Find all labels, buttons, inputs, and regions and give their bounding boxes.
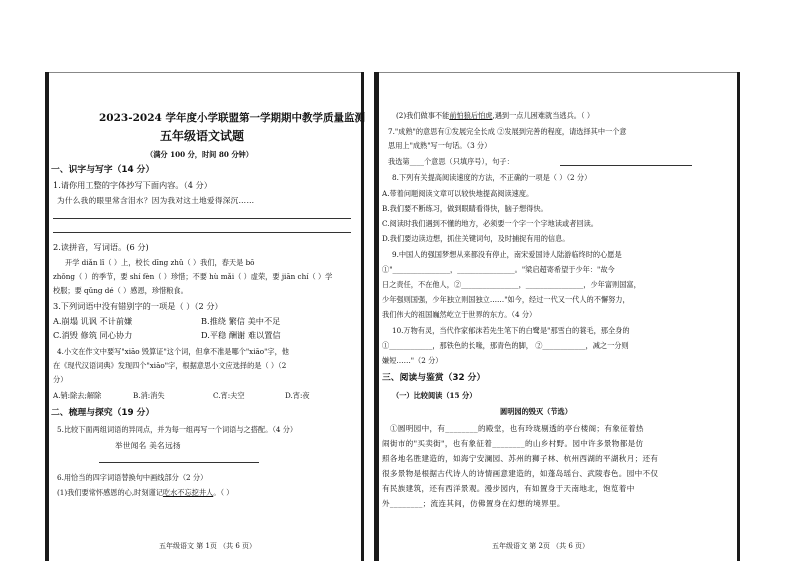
question-9-line-5: 我们伟大的祖国巍然屹立于世界的东方。（4 分）	[382, 310, 537, 319]
passage-line-1: ①圆明园中，有________的殿堂，也有玲珑剔透的亭台楼阁；有象征着热	[390, 424, 644, 433]
question-6-item-2-tail: ,遇到一点儿困难就当逃兵。（ ）	[492, 111, 595, 120]
question-4-option-d: D.宵:夜	[285, 391, 310, 400]
answer-line	[53, 218, 351, 219]
passage-line-5: 有民族建筑，还有西洋景观。漫步园内，有如置身于天南地北，饱览着中	[382, 484, 635, 493]
exam-subtitle: 五年级语文试题	[160, 129, 245, 143]
question-3: 3.下列词语中没有错别字的一项是（ ）（2 分）	[53, 301, 223, 311]
section-1-heading: 一、识字与写字（14 分）	[51, 165, 155, 175]
passage-title: 圆明园的毁灭（节选）	[500, 407, 572, 416]
question-4-option-c: C.宵:夫空	[213, 391, 245, 400]
question-5-words: 举世闻名 美名远扬	[115, 441, 181, 450]
question-2-line-1: 开学 diǎn lǐ（ ）上，校长 dīng zhǔ（ ）我们，春天是 bō	[65, 258, 255, 267]
question-9-line-4: 少年强则国强，少年独立则国独立……"如今，经过一代又一代人的不懈努力，	[382, 295, 630, 304]
question-10-line-1: 10.万物有灵，当代作家郁沫若先生笔下的白鹭是"那雪白的蓑毛，那全身的	[392, 326, 630, 335]
question-8-option-b: B.我们要不断练习，做到眼睛看得快，脑子想得快。	[382, 204, 548, 213]
question-8-option-c: C.阅读时我们遇到不懂的地方，必须要一个字一个字地读或者回读。	[382, 219, 598, 228]
question-2-line-2: zhǒng（ ）的季节，要 shí fèn（ ）珍惜；不要 hù mǎi（ ）虚荣，要 jiān chí（ ）学	[53, 272, 333, 281]
question-10-line-2: ①____________，那铁色的长喙，那青色的脚， ②____________，减之一分则	[382, 341, 629, 350]
question-3-option-a: A.崩塌 讥讽 不计前嫌	[53, 316, 133, 326]
underlined-phrase: 前怕狼后怕虎	[449, 111, 493, 120]
question-8-option-d: D.我们要边读边想，抓住关键词句，及时捕捉有用的信息。	[382, 234, 570, 243]
page-1	[47, 72, 365, 561]
question-9-line-3: 日之责任，不在他人，②________________，________________，少年富则国富，	[382, 280, 641, 289]
question-8-option-a: A.带着问题阅读文章可以较快地提高阅读速度。	[382, 189, 534, 198]
question-10-line-3: 嫌短……"（2 分）	[382, 356, 443, 365]
question-6-item-2-text: (2)我们做事不能	[396, 111, 450, 120]
question-7-line-3: 我选第____个意思（只填序号），句子：	[388, 157, 514, 166]
question-1-text: 为什么我的眼里常含泪水？因为我对这土地爱得深沉……	[57, 196, 255, 205]
section-3-heading: 三、阅读与鉴赏（32 分）	[382, 373, 486, 383]
question-6-item-2	[396, 110, 594, 121]
question-8: 8.下列有关提高阅读速度的方法，不正确的一项是（ ）（2 分）	[392, 173, 592, 182]
passage-line-4: 很多景物是根据古代诗人的诗情画意建造的，如蓬岛瑶台、武陵春色。园中不仅	[382, 469, 659, 478]
passage-line-3: 照各地名胜建造的，如海宁安澜园、苏州的狮子林、杭州西湖的平湖秋月；还有	[382, 454, 659, 463]
question-9-line-2: ①"________________，________________。"梁启超寄希望于少年："故今	[382, 265, 615, 274]
page-footer: 五年级语文 第 1页 （共 6 页）	[159, 542, 257, 550]
question-9-line-1: 9.中国人的强国梦想从来都没有停止，南宋爱国诗人陆游临终时的心愿是	[392, 250, 622, 259]
question-4-option-a: A.销:除去;解除	[53, 391, 102, 400]
question-3-option-c: C.消毁 修筑 同心协力	[53, 330, 133, 340]
question-2-line-3: 校服；要 qǔng dé（ ）感恩，珍惜粮食。	[53, 286, 188, 295]
score-info: （满分 100 分，时间 80 分钟）	[146, 150, 253, 159]
exam-title: 2023-2024 学年度小学联盟第一学期期中教学质量监测	[99, 112, 365, 124]
question-6-item-1-text: (1)我们要常怀感恩的心,时刻谨记	[57, 488, 163, 497]
question-1: 1.请你用工整的字体抄写下面内容。（4 分）	[53, 180, 212, 190]
underlined-phrase: 吃水不忘挖井人	[162, 488, 214, 497]
subsection-1-heading: （一）比较阅读（15 分）	[392, 391, 477, 400]
answer-line	[99, 462, 259, 463]
question-7-line-1: 7."成熟"的意思有①发展完全长成 ②发展到完善的程度，请选择其中一个意	[388, 127, 627, 136]
question-3-option-b: B.推绕 繁信 美中不足	[201, 316, 281, 326]
page-2	[382, 72, 702, 561]
passage-line-2: 闹街市的"买卖街"，也有象征着________的山乡村野。园中许多景物都是仿	[382, 439, 644, 448]
answer-line	[53, 232, 351, 233]
question-3-option-d: D.平稳 酬谢 难以置信	[201, 330, 281, 340]
question-4-line-2: 在《现代汉语词典》发现四个"xiāo"字，根据意思小文应选择的是（ ）（2	[53, 361, 287, 370]
right-scan-edge	[737, 72, 740, 561]
passage-line-6: 外________；流连其间，仿佛置身在幻想的境界里。	[382, 499, 565, 508]
question-6: 6.用恰当的四字词语替换句中画线部分（2 分）	[57, 473, 208, 482]
page-divider	[361, 72, 379, 561]
question-6-item-1	[57, 487, 233, 498]
question-4-line-1: 4.小文在作文中要写"xiāo 毁算证"这个词，但拿不准是哪个"xiāo"字，他	[57, 347, 289, 356]
section-2-heading: 二、梳理与探究（19 分）	[51, 408, 155, 418]
question-7-line-2: 思用上"成熟"写一句话。（3 分）	[388, 141, 492, 150]
question-2: 2.读拼音，写词语。(6 分)	[53, 242, 149, 252]
question-4-line-3: 分）	[53, 375, 68, 384]
answer-line	[560, 165, 692, 166]
question-4-option-b: B.消:消失	[133, 391, 165, 400]
page-footer: 五年级语文 第 2页 （共 6 页）	[492, 542, 590, 550]
answer-blank: 。（ ）	[213, 488, 234, 497]
question-5: 5.比较下面两组词语的异同点，并为每一组再写一个词语与之搭配。（4 分）	[57, 425, 298, 434]
